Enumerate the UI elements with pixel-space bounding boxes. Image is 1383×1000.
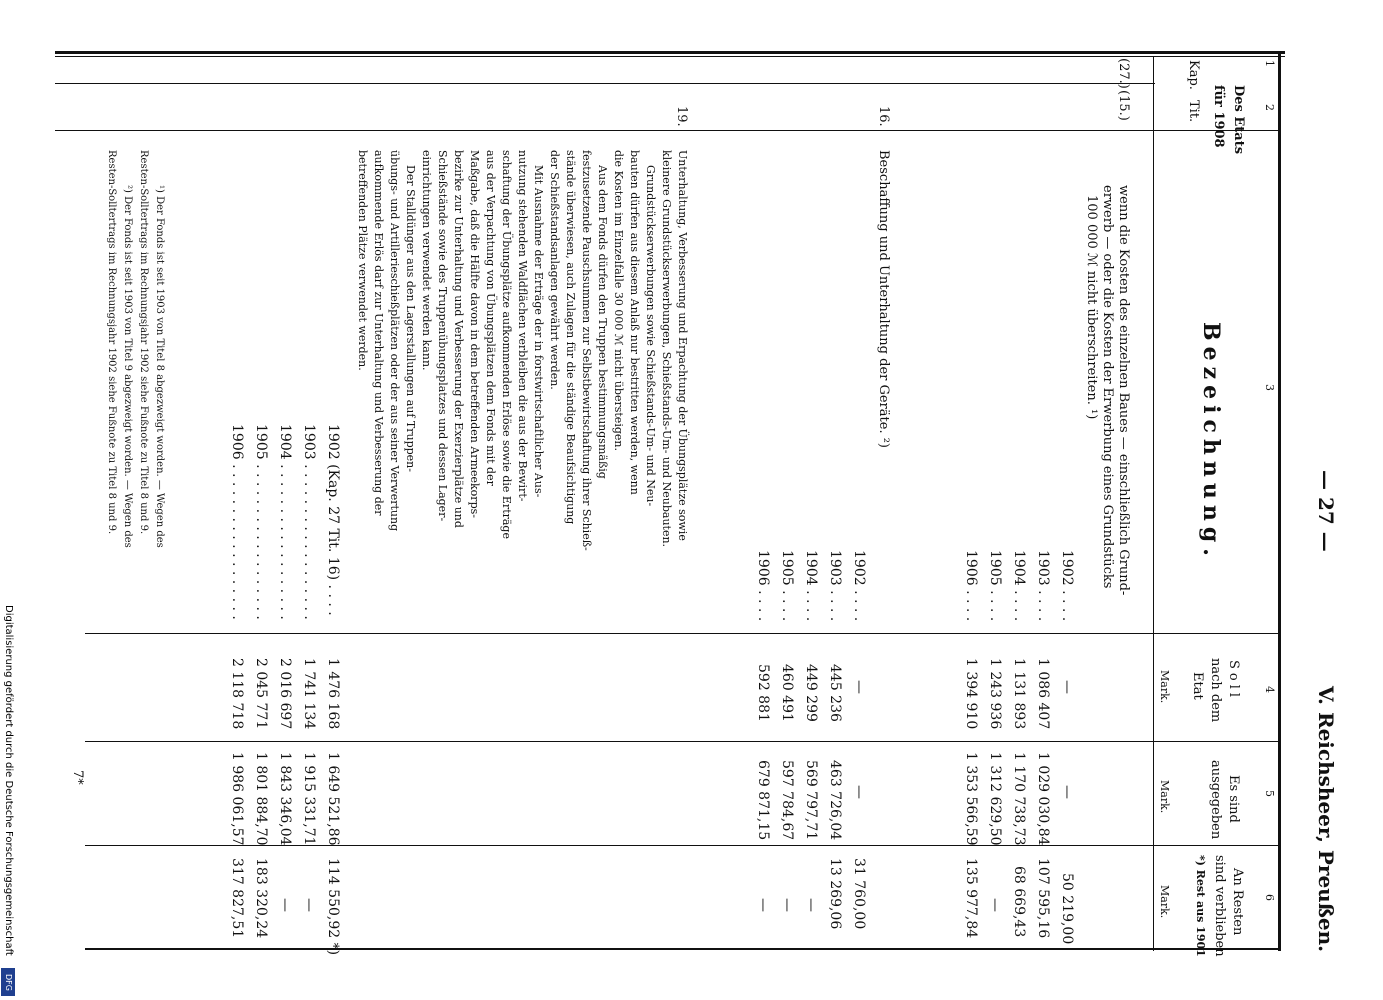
section3-text-line3: Grundstückserwerbungen sowie Schießstands-Um- und Neu- [644,165,657,507]
section3-row3-year: 1904 . . . . . . . . . . . . . . . . . . [277,424,293,620]
table-bottom-rule [85,948,1280,950]
section3-text-line15: bezirke zur Unterhaltung und Verbesserung der Exerzierplätze und [452,150,465,528]
section3-row3-soll: 2 016 697 [277,658,293,730]
header-reste-line3: *) Rest aus 1901 [1194,855,1207,957]
section2-row4-soll: 460 491 [779,664,795,722]
section2-row2-ausgegeben: 463 726,04 [827,760,843,841]
section1-row4-soll: 1 243 936 [987,658,1003,730]
section2-row1-reste: 31 760,00 [851,858,867,930]
section3-row1-year: 1902 (Kap. 27 Tit. 16) . . . . [325,424,341,616]
section3-row2-reste: — [301,898,317,912]
section2-row4-year: 1905 . . . . [779,550,795,622]
header-tit: Tit. [1186,100,1201,123]
section2-row4-ausgegeben: 597 784,67 [779,760,795,841]
section2-row2-soll: 445 236 [827,664,843,722]
section1-text-line1: wenn die Kosten des einzelnen Baues — einschließlich Grund- [1116,185,1131,596]
table-top-rule [55,51,1285,54]
section1-row1-soll: — [1059,680,1075,694]
section3-row4-year: 1905 . . . . . . . . . . . . . . . . . . [253,424,269,620]
dfg-logo-text: DFG [3,973,13,991]
section3-text-line20: aufkommende Erlös darf zur Unterhaltung und Verbesserung der [372,150,385,516]
section1-row4-reste: — [987,898,1003,912]
section1-text-line2: erwerb — oder die Kosten der Erwerbung eines Grundstücks [1100,185,1115,589]
section2-text-line1: Beschaffung und Unterhaltung der Geräte. ²) [876,150,891,448]
section1-row2-reste: 107 595,16 [1035,858,1051,939]
section1-row5-ausgegeben: 1 353 566,59 [963,752,979,846]
header-reste-line2: sind verblieben [1212,855,1227,957]
header-soll-unit: Mark. [1158,670,1171,704]
section3-text-line2: kleinere Grundstückserwerbungen, Schießstands-Um- und Neubauten. [660,150,673,548]
section3-row3-ausgegeben: 1 843 346,04 [277,752,293,846]
column-number-3: 3 [1263,384,1276,391]
section3-text-line11: nutzung stehenden Waldflächen verbleiben die aus der Bewirt- [516,150,529,502]
kap-column-rule [55,83,1155,84]
section2-row1-ausgegeben: — [851,785,867,799]
page-number: — 27 — [1314,470,1338,552]
header-soll-line2: nach dem [1208,658,1223,723]
section3-text-line10: Mit Ausnahme der Erträge der in forstwirtschaftlicher Aus- [532,165,545,498]
header-reste-line1: An Resten [1230,868,1245,936]
section2-tit: 16. [876,106,891,127]
section2-row5-year: 1906 . . . . [755,550,771,622]
section3-row1-soll: 1 476 168 [325,658,341,730]
section2-row1-year: 1902 . . . . [851,550,867,622]
section1-tit: (15.) [1116,90,1131,121]
table-right-rule [1278,51,1281,951]
section1-kap: (27.) [1116,58,1131,89]
section2-row5-ausgegeben: 679 871,15 [755,760,771,841]
section3-row5-soll: 2 118 718 [229,658,245,730]
tit-column-rule [55,130,1280,131]
section3-text-line14: Maßgabe, daß die Hälfte davon in dem betreffenden Armeekorps- [468,150,481,518]
section2-row2-reste: 13 269,06 [827,858,843,930]
section3-row3-reste: — [277,898,293,912]
section1-row3-soll: 1 131 893 [1011,658,1027,730]
section3-text-line16: Schießstände sowie des Truppenübungsplatzes und dessen Lager- [436,150,449,522]
section1-row5-reste: 135 977,84 [963,858,979,939]
section3-row5-ausgegeben: 1 986 061,57 [229,752,245,846]
footnote-line2: Resten-Solltertrags im Rechnungsjahr 1902 siehe Fußnote zu Titel 8 und 9. [138,150,149,535]
section3-text-line21: betreffenden Plätze verwendet werden. [356,150,369,371]
section3-row4-soll: 2 045 771 [253,658,269,730]
section3-row5-year: 1906 . . . . . . . . . . . . . . . . . . [229,424,245,620]
section3-row1-reste: 114 550,92 *) [325,858,341,956]
section3-row5-reste: 317 827,51 [229,858,245,939]
section3-row1-ausgegeben: 1 649 521,86 [325,752,341,846]
section1-row5-year: 1906 . . . . [963,550,979,622]
header-bezeichnung: Bezeichnung. [1198,322,1224,562]
section3-text-line13: aus der Verpachtung von Übungsplätzen dem Fonds mit der [484,150,497,486]
header-ausgegeben-unit: Mark. [1158,780,1171,814]
section3-row2-ausgegeben: 1 915 331,71 [301,752,317,846]
section1-row5-soll: 1 394 910 [963,658,979,730]
section3-row4-reste: 183 320,24 [253,858,269,939]
section1-row1-ausgegeben: — [1059,785,1075,799]
section3-text-line7: festzusetzende Pauschsummen zur Selbstbewirtschaftung ihrer Schieß- [580,150,593,551]
header-etat-line1: Des Etats [1231,85,1246,155]
column-number-4: 4 [1263,686,1276,693]
header-kap: Kap. [1186,60,1201,90]
column-number-1: 1 [1263,60,1276,67]
section1-row1-reste: 50 219,00 [1059,873,1075,945]
section2-row3-ausgegeben: 569 797,71 [803,760,819,841]
section3-text-line17: einrichtungen verwendet werden kann. [420,150,433,371]
signature-mark: 7* [70,770,85,785]
section2-row5-reste: — [755,898,771,912]
column-number-rule [55,56,1285,57]
section2-row1-soll: — [851,680,867,694]
header-ausgegeben-line1: Es sind [1226,775,1241,823]
section1-row3-year: 1904 . . . . [1011,550,1027,622]
section1-row2-ausgegeben: 1 029 030,84 [1035,752,1051,846]
section3-text-line6: Aus dem Fonds dürfen den Truppen bestimmungsmäßig [596,165,609,479]
column-number-6: 6 [1263,894,1276,901]
header-etat-line2: für 1908 [1211,85,1226,148]
footnote-line1: ¹) Der Fonds ist seit 1903 von Titel 8 abgezweigt worden. — Wegen des [154,185,165,548]
section2-row2-year: 1903 . . . . [827,550,843,622]
header-soll-line3: Etat [1190,672,1205,700]
footnote-line4: Resten-Solltertrags im Rechnungsjahr 1902 siehe Fußnote zu Titel 8 und 9. [106,150,117,535]
header-ausgegeben-line2: ausgegeben [1208,760,1223,840]
section1-row3-reste: 68 669,43 [1011,866,1027,938]
section2-row3-year: 1904 . . . . [803,550,819,622]
section1-row4-year: 1905 . . . . [987,550,1003,622]
section1-row2-year: 1903 . . . . [1035,550,1051,622]
section2-row5-soll: 592 881 [755,664,771,722]
section3-text-line8: stände überwiesen, auch Zulagen für die ständige Beaufsichtigung [564,150,577,525]
section1-row4-ausgegeben: 1 312 629,50 [987,752,1003,846]
section3-text-line1: Unterhaltung, Verbesserung und Erpachtung der Übungsplätze sowie [676,150,689,541]
running-head: V. Reichsheer, Preußen. [1314,686,1338,953]
text-column-rule [85,633,1280,634]
section3-tit: 19. [674,106,689,127]
soll-column-rule [85,741,1280,742]
section3-row2-year: 1903 . . . . . . . . . . . . . . . . . . [301,424,317,620]
section3-text-line9: der Schießstandsanlagen gewährt werden. [548,150,561,390]
dfg-logo [1,968,15,996]
section3-text-line12: schaftung der Übungsplätze aufkommenden Erlöse sowie die Erträge [500,150,513,539]
section1-row3-ausgegeben: 1 170 738,73 [1011,752,1027,846]
section2-row3-reste: — [803,898,819,912]
column-number-5: 5 [1263,790,1276,797]
section1-text-line3: 100 000 ℳ nicht überschreiten. ¹) [1084,195,1099,420]
section2-row3-soll: 449 299 [803,664,819,722]
section3-text-line4: bauten dürfen aus diesem Anlaß nur bestritten werden, wenn [628,150,641,495]
section3-text-line18: Der Stalldünger aus den Lagerstallungen auf Truppen- [404,165,417,472]
section3-row2-soll: 1 741 134 [301,658,317,730]
section3-row4-ausgegeben: 1 801 884,70 [253,752,269,846]
column-number-2: 2 [1263,104,1276,111]
section3-text-line5: die Kosten im Einzelfalle 30 000 ℳ nicht übersteigen. [612,150,625,451]
header-soll-line1: Soll [1226,660,1241,702]
section1-row2-soll: 1 086 407 [1035,658,1051,730]
footnote-line3: ²) Der Fonds ist seit 1903 von Titel 9 abgezweigt worden. — Wegen des [122,185,133,548]
section1-row1-year: 1902 . . . . [1059,550,1075,622]
section2-row4-reste: — [779,898,795,912]
digitization-note: Digitalisierung gefördert durch die Deutsche Forschungsgemeinschaft [3,605,14,956]
section3-text-line19: übungs- und Artillerieschießplätzen oder der aus seiner Verwertung [388,150,401,532]
header-reste-unit: Mark. [1158,885,1171,919]
header-rule [1153,57,1154,951]
